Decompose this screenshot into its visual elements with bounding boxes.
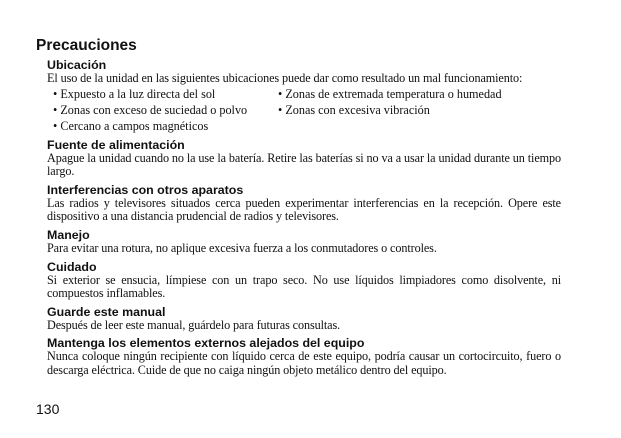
bullet-item: • Expuesto a la luz directa del sol [53, 86, 216, 101]
bullet-item: • Cercano a campos magnéticos [53, 118, 209, 133]
section-heading: Mantenga los elementos externos alejados del equipo [47, 336, 365, 351]
section-keep-manual [47, 305, 561, 333]
section-body: Apague la unidad cuando no la use la batería. Retire las baterías si no va a usar la unidad durante un tiempo largo. [47, 150, 561, 179]
bullet-item: • Zonas de extremada temperatura o humedad [278, 86, 502, 101]
section-body: Después de leer este manual, guárdelo para futuras consultas. [47, 317, 341, 332]
bullet-item: • Zonas con excesiva vibración [278, 102, 430, 117]
section-heading: Ubicación [47, 58, 107, 72]
page-title: Precauciones [36, 37, 137, 54]
section-power [47, 138, 561, 179]
section-body: El uso de la unidad en las siguientes ubicaciones puede dar como resultado un mal funcionamiento: [47, 71, 523, 85]
section-heading: Fuente de alimentación [47, 137, 185, 152]
section-heading: Interferencias con otros aparatos [47, 182, 244, 197]
section-heading: Cuidado [47, 259, 97, 274]
bullet-item: • Zonas con exceso de suciedad o polvo [53, 102, 248, 117]
section-interference [47, 183, 561, 224]
section-care [47, 260, 561, 301]
section-body: Si exterior se ensucia, límpiese con un trapo seco. No use líquidos limpiadores como disolvente, ni compuestos inflamables. [47, 272, 561, 301]
bullet-list [53, 86, 561, 134]
page-number: 130 [36, 401, 60, 417]
section-heading: Manejo [47, 227, 90, 242]
section-handling [47, 228, 561, 256]
section-external-elements [47, 336, 561, 377]
section-location [47, 58, 561, 134]
section-body: Las radios y televisores situados cerca pueden experimentar interferencias en la recepción. Opere este dispositivo a una distancia prudencial de radios y televisores. [47, 195, 561, 224]
section-body: Para evitar una rotura, no aplique excesiva fuerza a los conmutadores o controles. [47, 240, 437, 255]
section-heading: Guarde este manual [47, 304, 166, 319]
precautions-content [47, 58, 561, 378]
section-body: Nunca coloque ningún recipiente con líquido cerca de este equipo, podría causar un cortocircuito, fuero o descarga eléctrica. Cuide de que no caiga ningún objeto metálico dentro del equipo. [47, 349, 561, 377]
